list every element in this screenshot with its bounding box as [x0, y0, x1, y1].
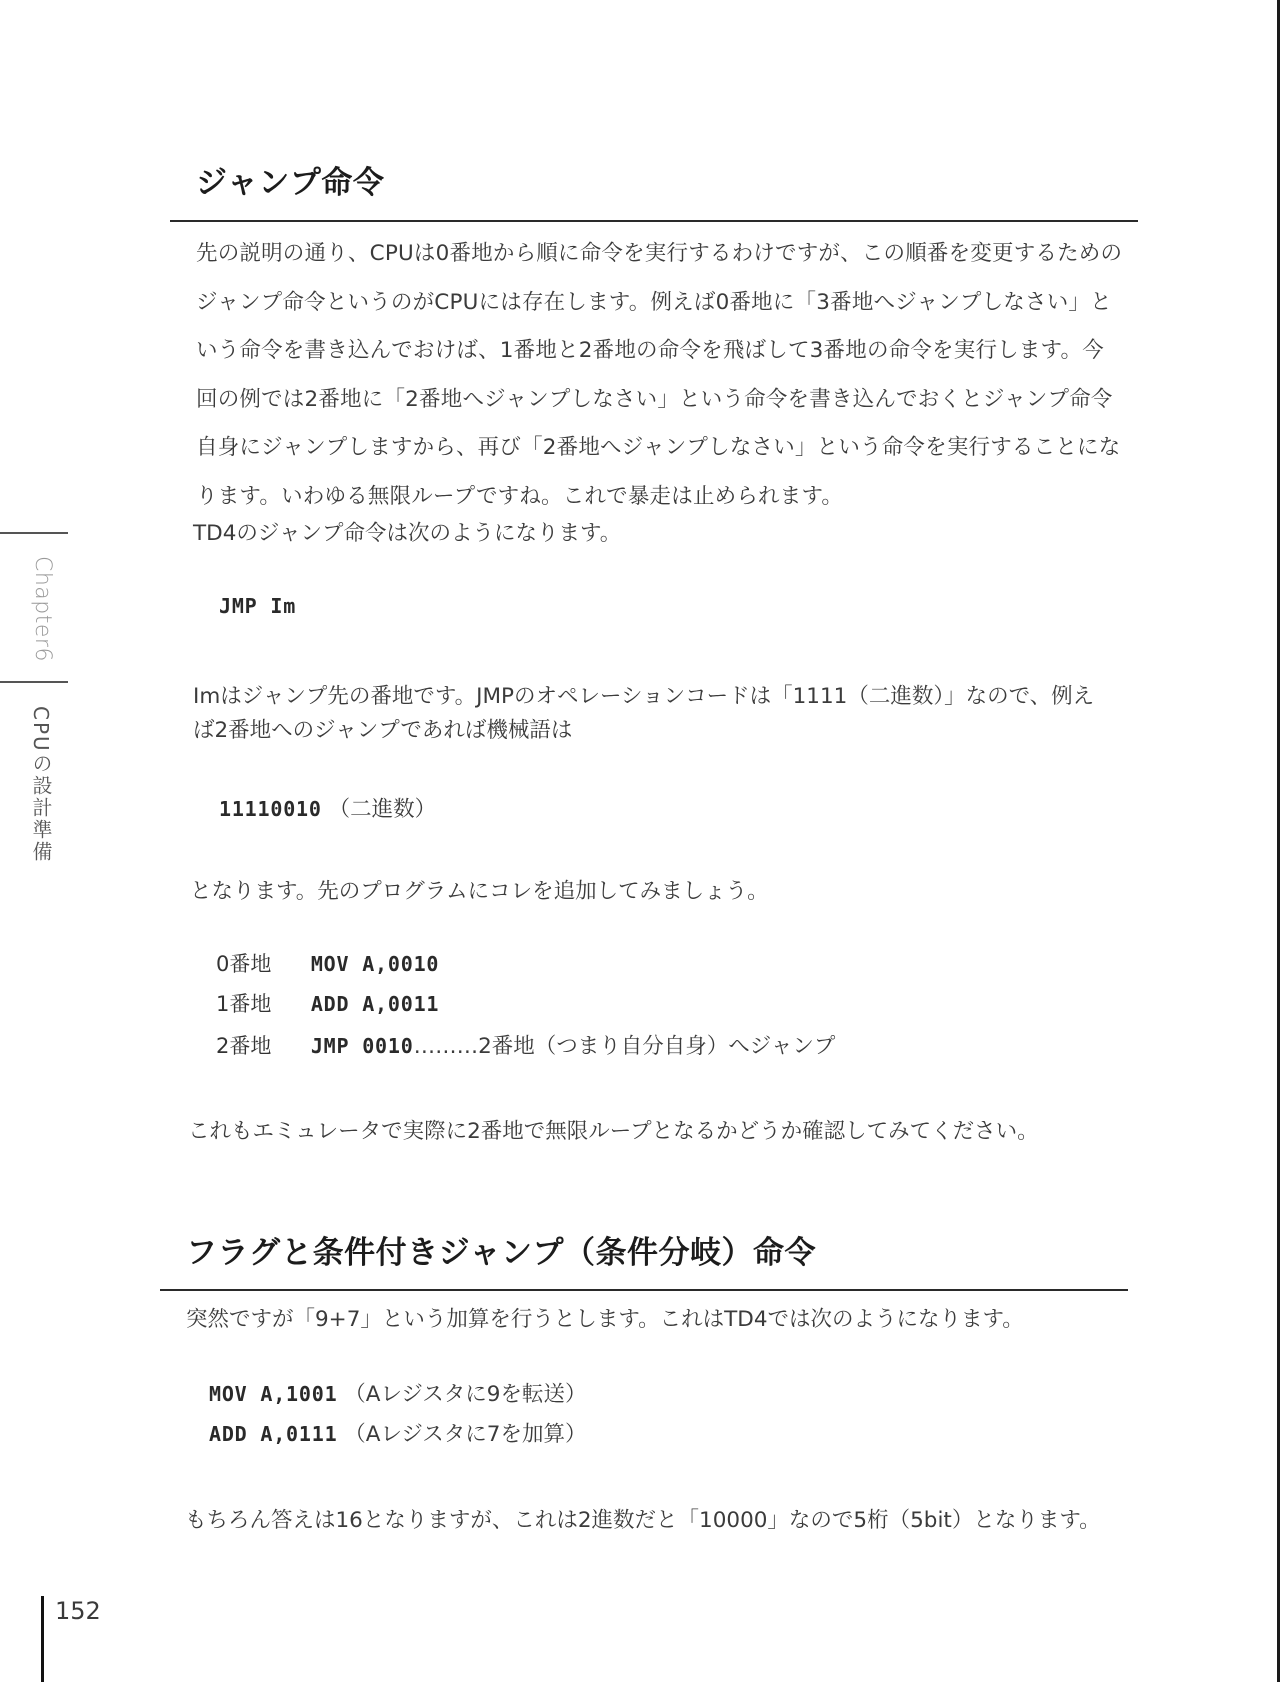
paragraph-line: 回の例では2番地に「2番地へジャンプしなさい」という命令を書き込んでおくとジャンプ命令 — [196, 386, 1113, 412]
program-address: 1番地 — [216, 992, 272, 1016]
addition-intro: 突然ですが「9+7」という加算を行うとします。これはTD4では次のようになります。 — [186, 1307, 1024, 1332]
program-address: 2番地 — [216, 1034, 272, 1058]
emulator-note: これもエミュレータで実際に2番地で無限ループとなるかどうか確認してみてください。 — [188, 1119, 1039, 1144]
section-heading-rule — [160, 1289, 1128, 1291]
section-heading-rule — [170, 220, 1138, 222]
code-note: （Aレジスタに9を転送） — [344, 1382, 587, 1407]
page-number-bar — [41, 1596, 44, 1682]
sidebar-rule-top — [0, 532, 68, 534]
im-description-line1: Imはジャンプ先の番地です。JMPのオペレーションコードは「1111（二進数）」なので、例え — [193, 684, 1095, 709]
section-heading-jump: ジャンプ命令 — [196, 165, 385, 201]
program-line — [216, 1029, 835, 1060]
page-number: 152 — [55, 1597, 101, 1625]
program-code: JMP 0010 — [310, 1034, 414, 1058]
td4-jump-intro: TD4のジャンプ命令は次のようになります。 — [193, 521, 622, 546]
program-line — [216, 948, 439, 978]
code: MOV A,1001 — [209, 1382, 338, 1406]
program-address: 0番地 — [216, 952, 272, 976]
add-program-text: となります。先のプログラムにコレを追加してみましょう。 — [190, 879, 769, 904]
sidebar-rule-middle — [0, 681, 68, 683]
machine-code-example — [219, 792, 436, 823]
section-heading-flags: フラグと条件付きジャンプ（条件分岐）命令 — [186, 1235, 816, 1271]
program-line — [216, 988, 439, 1018]
code-note: （Aレジスタに7を加算） — [344, 1422, 587, 1447]
paragraph-line: ジャンプ命令というのがCPUには存在します。例えば0番地に「3番地へジャンプしなさい」と — [196, 289, 1112, 315]
paragraph-line: ります。いわゆる無限ループですね。これで暴走は止められます。 — [196, 483, 844, 509]
jump-explanation-paragraph — [196, 230, 1141, 521]
paragraph-line: 自身にジャンプしますから、再び「2番地へジャンプしなさい」という命令を実行することにな — [196, 435, 1121, 460]
code-line — [209, 1417, 586, 1448]
jmp-syntax: JMP Im — [219, 594, 297, 618]
sidebar-section-label: CPUの設計準備 — [29, 706, 53, 863]
paragraph-line: 先の説明の通り、CPUは0番地から順に命令を実行するわけですが、この順番を変更するための — [196, 241, 1123, 266]
sidebar-chapter-label: Chapter6 — [30, 556, 55, 662]
program-code: ADD A,0011 — [310, 992, 440, 1016]
program-note: ………2番地（つまり自分自身）へジャンプ — [413, 1034, 836, 1059]
machine-code: 11110010 — [219, 797, 322, 821]
result-text: もちろん答えは16となりますが、これは2進数だと「10000」なので5桁（5bit）となります。 — [185, 1508, 1101, 1533]
paragraph-line: いう命令を書き込んでおけば、1番地と2番地の命令を飛ばして3番地の命令を実行します。今 — [196, 338, 1104, 363]
machine-code-note: （二進数） — [328, 797, 437, 822]
im-description-line2: ば2番地へのジャンプであれば機械語は — [193, 718, 573, 743]
program-code: MOV A,0010 — [310, 952, 440, 976]
code: ADD A,0111 — [209, 1422, 338, 1446]
code-line — [209, 1377, 586, 1408]
